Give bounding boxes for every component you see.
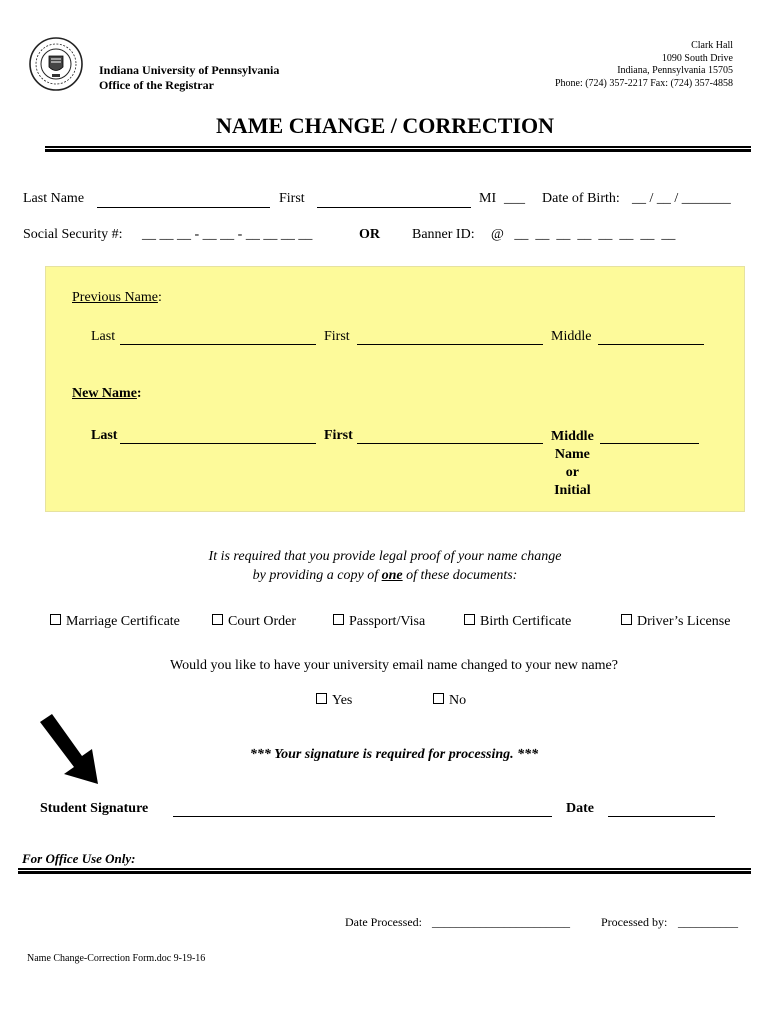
checkbox-icon[interactable]: [333, 614, 344, 625]
doc-option-label: Birth Certificate: [480, 614, 572, 629]
previous-first-label: First: [324, 329, 350, 344]
mi-label: MI: [479, 191, 497, 206]
new-name-colon: :: [136, 386, 142, 401]
previous-name-heading-text: Previous Name: [72, 290, 158, 305]
org-name-line2: Office of the Registrar: [99, 78, 214, 92]
proof-note-line1: It is required that you provide legal proof of your name change: [208, 549, 562, 564]
signature-date-field[interactable]: [608, 804, 715, 817]
processed-by-field[interactable]: __________: [678, 915, 738, 929]
doc-option-birth-certificate[interactable]: [464, 614, 571, 630]
address-line4: Phone: (724) 357-2217 Fax: (724) 357-4858: [554, 77, 733, 89]
new-middle-label-line4: Initial: [554, 483, 591, 498]
checkbox-icon[interactable]: [316, 693, 327, 704]
email-question: Would you like to have your university email name changed to your new name?: [170, 658, 618, 673]
signature-date-label: Date: [566, 801, 594, 816]
title-rule: [45, 146, 751, 148]
email-option-label: Yes: [332, 693, 353, 708]
footer-filename: Name Change-Correction Form.doc 9-19-16: [27, 953, 206, 964]
doc-option-court-order[interactable]: [212, 614, 296, 630]
email-option-no[interactable]: [433, 693, 466, 709]
checkbox-icon[interactable]: [212, 614, 223, 625]
email-option-yes[interactable]: [316, 693, 352, 709]
processed-by-label: Processed by:: [601, 915, 668, 929]
previous-name-colon: :: [157, 290, 162, 305]
new-name-heading: [72, 386, 142, 402]
org-name: [99, 63, 279, 93]
doc-option-label: Passport/Visa: [349, 614, 426, 629]
form-title: NAME CHANGE / CORRECTION: [216, 113, 554, 138]
date-processed-field[interactable]: _______________________: [432, 915, 570, 929]
banner-id-label: Banner ID:: [412, 227, 475, 242]
checkbox-icon[interactable]: [433, 693, 444, 704]
student-signature-label: Student Signature: [40, 801, 149, 816]
address-line1: Clark Hall: [691, 40, 733, 51]
last-name-field[interactable]: [97, 195, 270, 208]
doc-option-marriage[interactable]: [50, 614, 180, 630]
doc-option-label: Marriage Certificate: [66, 614, 180, 629]
proof-note-text-b: of these documents:: [402, 568, 518, 583]
last-name-label: Last Name: [23, 191, 85, 206]
proof-note-emphasis: one: [381, 568, 403, 583]
first-name-field[interactable]: [317, 195, 471, 208]
new-last-label: Last: [91, 428, 118, 443]
new-last-field[interactable]: [120, 431, 316, 444]
first-name-label: First: [279, 191, 305, 206]
or-label: OR: [359, 227, 380, 242]
address-line3: Indiana, Pennsylvania 15705: [617, 65, 733, 76]
previous-middle-field[interactable]: [598, 332, 704, 345]
proof-note-line2: [0, 566, 770, 585]
previous-name-heading: [72, 290, 162, 306]
new-middle-label-line3: or: [565, 465, 579, 480]
new-middle-label-line1: Middle: [551, 429, 594, 444]
office-rule: [18, 868, 751, 870]
new-first-label: First: [324, 428, 353, 443]
previous-last-field[interactable]: [120, 332, 316, 345]
office-rule-thick: [18, 871, 751, 874]
checkbox-icon[interactable]: [464, 614, 475, 625]
doc-option-passport[interactable]: [333, 614, 425, 630]
checkbox-icon[interactable]: [50, 614, 61, 625]
new-name-heading-text: New Name: [72, 386, 137, 401]
new-first-field[interactable]: [357, 431, 543, 444]
proof-note-text-a: by providing a copy of: [252, 568, 382, 583]
new-middle-field[interactable]: [600, 431, 699, 444]
new-middle-label-line2: Name: [554, 447, 590, 462]
office-use-heading: For Office Use Only:: [22, 851, 136, 866]
dob-field[interactable]: __ / __ / _______: [632, 191, 731, 206]
student-signature-field[interactable]: [173, 804, 552, 817]
mi-field[interactable]: ___: [504, 191, 525, 206]
email-option-label: No: [449, 693, 467, 708]
previous-first-field[interactable]: [357, 332, 543, 345]
signature-required-note: *** Your signature is required for processing. ***: [249, 747, 539, 762]
banner-id-field[interactable]: @ __ __ __ __ __ __ __ __: [491, 227, 676, 242]
previous-last-label: Last: [91, 329, 116, 344]
ssn-label: Social Security #:: [23, 227, 123, 242]
office-address: [555, 40, 733, 90]
doc-option-label: Driver’s License: [637, 614, 731, 629]
university-seal-icon: [28, 36, 84, 92]
previous-middle-label: Middle: [551, 329, 592, 344]
doc-option-drivers-license[interactable]: [621, 614, 730, 630]
ssn-field[interactable]: __ __ __ - __ __ - __ __ __ __: [142, 227, 313, 242]
proof-note: [0, 547, 770, 585]
checkbox-icon[interactable]: [621, 614, 632, 625]
new-middle-label: [551, 428, 594, 500]
title-rule-thick: [45, 149, 751, 152]
doc-option-label: Court Order: [228, 614, 297, 629]
date-processed-label: Date Processed:: [345, 915, 422, 929]
dob-label: Date of Birth:: [542, 191, 620, 206]
address-line2: 1090 South Drive: [661, 52, 733, 64]
org-name-line1: Indiana University of Pennsylvania: [99, 63, 280, 77]
